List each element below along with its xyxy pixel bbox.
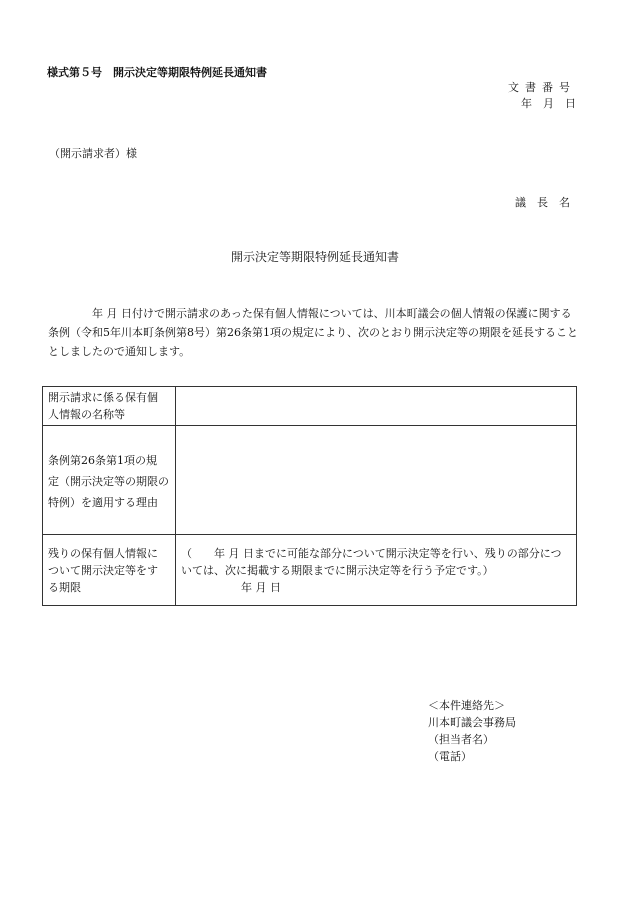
contact-block xyxy=(428,697,516,765)
label-line: 特例）を適用する理由 xyxy=(48,496,158,509)
contact-person: （担当者名） xyxy=(428,733,494,746)
label-line: 条例第26条第1項の規 xyxy=(48,454,157,467)
label-line: 残りの保有個人情報に xyxy=(48,547,158,560)
row-label-deadline xyxy=(43,535,176,606)
document-date: 年 月 日 xyxy=(521,97,576,110)
table-row-document-name xyxy=(43,387,577,426)
value-line: 年 月 日 xyxy=(241,581,281,594)
info-table xyxy=(42,386,577,606)
value-line: いては、次に掲載する期限までに開示決定等を行う予定です。） xyxy=(181,564,494,577)
table-row-reason xyxy=(43,426,577,535)
row-label-document-name xyxy=(43,387,176,426)
row-label-reason xyxy=(43,426,176,535)
table-row-deadline xyxy=(43,535,577,606)
notice-body: 年 月 日付けで開示請求のあった保有個人情報については、川本町議会の個人情報の保護に関する条例（令和5年川本町条例第8号）第26条第1項の規定により、次のとおり開示決定等の期限を延長することとしましたので通知します。 xyxy=(48,307,578,358)
document-number: 文書番号 xyxy=(508,81,576,94)
label-line: る期限 xyxy=(48,581,81,594)
label-line: 人情報の名称等 xyxy=(48,408,125,421)
addressee: （開示請求者）様 xyxy=(49,147,137,160)
form-label: 様式第５号 開示決定等期限特例延長通知書 xyxy=(47,66,267,79)
label-line: ついて開示決定等をす xyxy=(48,564,158,577)
row-value-deadline xyxy=(176,535,577,606)
contact-office: 川本町議会事務局 xyxy=(428,716,516,729)
contact-phone: （電話） xyxy=(428,750,472,763)
label-line: 開示請求に係る保有個 xyxy=(48,391,158,404)
row-value-document-name xyxy=(176,387,577,426)
page-title: 開示決定等期限特例延長通知書 xyxy=(230,250,399,264)
value-line: （ 年 月 日までに可能な部分について開示決定等を行い、残りの部分につ xyxy=(181,547,562,560)
chair-name: 議 長 名 xyxy=(515,196,570,209)
label-line: 定（開示決定等の期限の xyxy=(48,475,169,488)
contact-heading: ＜本件連絡先＞ xyxy=(428,699,505,712)
row-value-reason xyxy=(176,426,577,535)
